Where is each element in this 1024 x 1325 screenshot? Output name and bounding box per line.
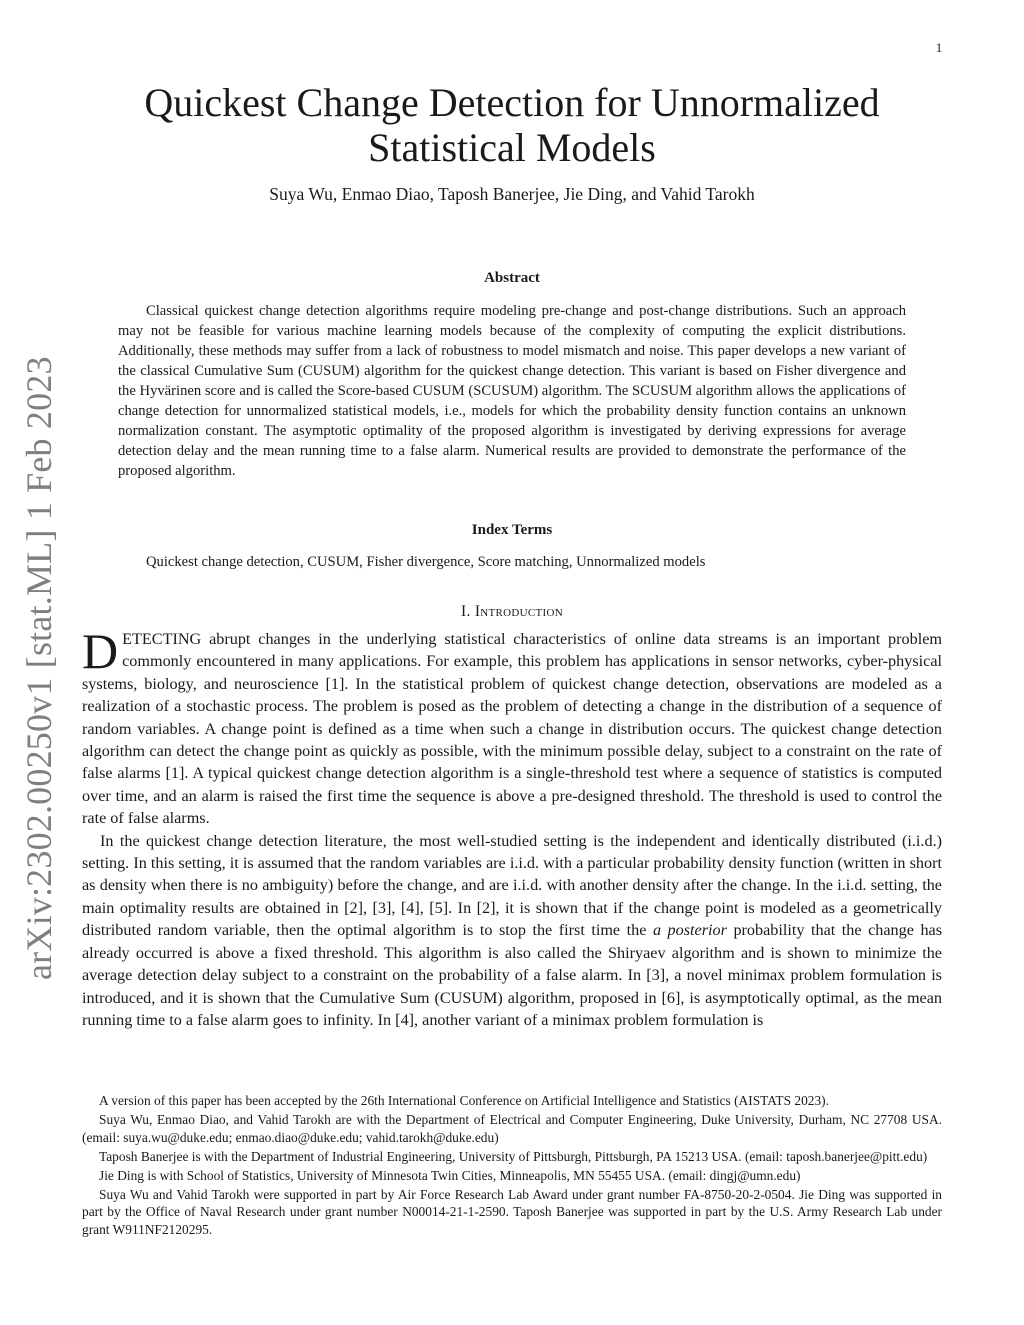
intro-paragraph-1 xyxy=(82,623,942,830)
section-number: I. xyxy=(460,603,471,620)
section-heading-introduction xyxy=(82,603,942,621)
intro-paragraph-2-text-a: In the quickest change detection literature, the most well-studied setting is the independent and identically distributed (i.i.d.) setting. In this setting, it is assumed that the random variables are i.i.d. with a particular probability density function (written in short as density when there is no ambiguity) before the change, and are i.i.d. with another density after the change. In the i.i.d. setting, the main optimality results are obtained in [2], [3], [4], [5]. In [2], it is shown that if the change point is modeled as a geometrically distributed random variable, then the optimal algorithm is to stop the first time the xyxy=(82,831,942,940)
index-terms-body: Quickest change detection, CUSUM, Fisher divergence, Score matching, Unnormalized models xyxy=(146,554,706,570)
footnotes xyxy=(82,1092,942,1240)
paper-content xyxy=(82,80,943,1237)
intro-paragraph-2 xyxy=(82,830,942,1032)
footnote-item: Suya Wu, Enmao Diao, and Vahid Tarokh are with the Department of Electrical and Computer Engineering, Duke University, Durham, NC 27708 USA. (email: suya.wu@duke.edu; enmao.diao@duke.edu; vahid.tarokh@duke.edu) xyxy=(82,1111,942,1145)
intro-paragraph-1-text: ETECTING abrupt changes in the underlying statistical characteristics of online data streams is an important problem commonly encountered in many applications. For example, this problem has applications in sensor networks, cyber-physical systems, biology, and neuroscience [1]. In the statistical problem of quickest change detection, observations are modeled as a realization of a stochastic process. The problem is posed as the problem of detecting a change in the distribution of a sequence of random variables. A change point is defined as a time when such a change in distribution occurs. The quickest change detection algorithm can detect the change point as quickly as possible, with the minimum possible delay, subject to a constraint on the rate of false alarms [1]. A typical quickest change detection algorithm is a single-threshold test where a sequence of statistics is computed over time, and an alarm is raised the first time the sequence is above a pre-designed threshold. The threshold is used to control the rate of false alarms. xyxy=(82,630,942,828)
intro-paragraph-2-italic: a posterior xyxy=(652,921,727,940)
title-line-1: Quickest Change Detection for Unnormalized xyxy=(144,80,880,125)
abstract-heading: Abstract xyxy=(484,270,540,286)
index-terms-heading: Index Terms xyxy=(471,522,553,538)
author-list: Suya Wu, Enmao Diao, Taposh Banerjee, Jie Ding, and Vahid Tarokh xyxy=(269,184,755,204)
paper-title xyxy=(82,80,942,170)
section-title: Introduction xyxy=(474,603,564,620)
footnote-item: Jie Ding is with School of Statistics, University of Minnesota Twin Cities, Minneapolis, MN 55455 USA. (email: dingj@umn.edu) xyxy=(99,1167,801,1183)
footnote-item: Suya Wu and Vahid Tarokh were supported in part by Air Force Research Lab Award under grant number FA-8750-20-2-0504. Jie Ding was supported in part by the Office of Naval Research under grant number N00014-21-1-2590. Taposh Banerjee was supported in part by the U.S. Army Research Lab under grant W911NF2120295. xyxy=(82,1186,942,1237)
title-line-2: Statistical Models xyxy=(368,125,656,170)
footnote-item: A version of this paper has been accepted by the 26th International Conference on Artificial Intelligence and Statistics (AISTATS 2023). xyxy=(99,1093,829,1108)
abstract-body: Classical quickest change detection algorithms require modeling pre-change and post-change distributions. Such an approach may not be feasible for various machine learning models because of the complexity of computing the explicit distributions. Additionally, these methods may suffer from a lack of robustness to model mismatch and noise. This paper develops a new variant of the classical Cumulative Sum (CUSUM) algorithm for the quickest change detection. This variant is based on Fisher divergence and the Hyvärinen score and is called the Score-based CUSUM (SCUSUM) algorithm. The SCUSUM algorithm allows the applications of change detection for unnormalized statistical models, i.e., models for which the probability density function contains an unknown normalization constant. The asymptotic optimality of the proposed algorithm is investigated by deriving expressions for average detection delay and the mean running time to a false alarm. Numerical results are provided to demonstrate the performance of the proposed algorithm. xyxy=(118,303,906,479)
arxiv-identifier-stamp: arXiv:2302.00250v1 [stat.ML] 1 Feb 2023 xyxy=(19,356,59,980)
drop-cap-letter: D xyxy=(82,623,119,679)
page-number: 1 xyxy=(935,40,943,55)
introduction-text xyxy=(82,623,943,1031)
footnote-item: Taposh Banerjee is with the Department of Industrial Engineering, University of Pittsburgh, Pittsburgh, PA 15213 USA. (email: taposh.banerjee@pitt.edu) xyxy=(99,1148,928,1164)
intro-paragraph-2-text-b: probability that the change has already occurred is above a fixed threshold. This algorithm is also called the Shiryaev algorithm and is shown to minimize the average detection delay subject to a constraint on the probability of a false alarm. In [3], a novel minimax problem formulation is introduced, and it is shown that the Cumulative Sum (CUSUM) algorithm, proposed in [6], is asymptotically optimal, as the mean running time to a false alarm goes to infinity. In [4], another variant of a minimax problem formulation is xyxy=(82,921,943,1029)
